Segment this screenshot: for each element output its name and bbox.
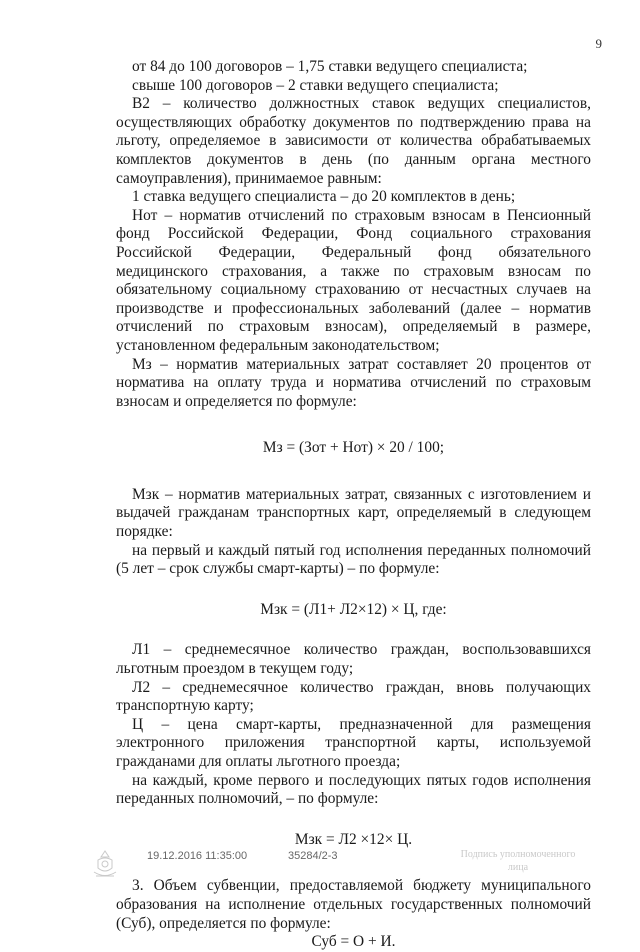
body-paragraph: свыше 100 договоров – 2 ставки ведущего специалиста;	[132, 76, 499, 94]
spacer	[116, 411, 591, 439]
body-paragraph: на первый и каждый пятый год исполнения переданных полномочий (5 лет – срок службы смарт-карты) – по формуле:	[116, 541, 591, 578]
footer-faded-line-1: Подпись уполномоченного	[460, 849, 576, 860]
body-paragraph: 1 ставка ведущего специалиста – до 20 комплектов в день;	[132, 188, 516, 206]
body-paragraph: Нот – норматив отчислений по страховым взносам в Пенсионный фонд Российской Федерации, Фонд социального страхования Российской Федерации, Федеральный фонд обязательного медицинского страхования, а также по страховым взносам по обязательному социальному страхованию от несчастных случаев на производстве и профессиональных заболеваний (далее – норматив отчислений по страховым взносам), определяемый в размере, установленном федеральным законодательством;	[116, 206, 591, 354]
formula-line: Мзк = Л2 ×12× Ц.	[294, 830, 413, 848]
document-body	[116, 58, 591, 952]
formula-line: Суб = О + И.	[311, 933, 396, 951]
body-paragraph: Л2 – среднемесячное количество граждан, вновь получающих транспортную карту;	[116, 678, 591, 715]
body-paragraph: В2 – количество должностных ставок ведущих специалистов, осуществляющих обработку документов по подтверждению права на льготу, определяемое в зависимости от количества обрабатываемых комплектов документов в день (по данным органа местного самоуправления), принимаемое равным:	[116, 95, 591, 187]
body-paragraph: от 84 до 100 договоров – 1,75 ставки ведущего специалиста;	[132, 58, 528, 75]
body-paragraph: Мзк – норматив материальных затрат, связанных с изготовлением и выдачей гражданам транспортных карт, определяемый в следующем порядке:	[116, 485, 591, 541]
body-paragraph: Л1 – среднемесячное количество граждан, воспользовавшихся льготным проездом в текущем году;	[116, 641, 591, 678]
body-paragraph: 3. Объем субвенции, предоставляемой бюджету муниципального образования на исполнение отдельных государственных полномочий (Суб), определяется по формуле:	[116, 877, 591, 932]
formula-line: Мзк = (Л1+ Л2×12) × Ц, где:	[260, 600, 447, 618]
body-paragraph: Мз – норматив материальных затрат составляет 20 процентов от норматива на оплату труда и норматива отчислений по страховым взносам и определяется по формуле:	[116, 355, 591, 410]
spacer	[116, 619, 591, 641]
footer-datetime: 19.12.2016 11:35:00	[147, 850, 248, 862]
body-paragraph: на каждый, кроме первого и последующих пятых годов исполнения переданных полномочий, – по формуле:	[116, 771, 591, 808]
spacer	[116, 458, 591, 486]
footer-doc-number: 35284/2-3	[288, 850, 338, 862]
body-paragraph: Ц – цена смарт-карты, предназначенной для размещения электронного приложения транспортной карты, используемой гражданами для оплаты льготного проезда;	[116, 715, 591, 770]
footer-faded-line-2: лица	[507, 862, 529, 873]
spacer	[116, 579, 591, 601]
emblem-icon	[88, 848, 122, 882]
page-footer	[0, 848, 640, 888]
footer-faded-signature-note	[438, 848, 598, 874]
formula-line: Мз = (Зот + Нот) × 20 / 100;	[262, 439, 445, 457]
page-number: 9	[595, 36, 602, 51]
spacer	[116, 809, 591, 831]
